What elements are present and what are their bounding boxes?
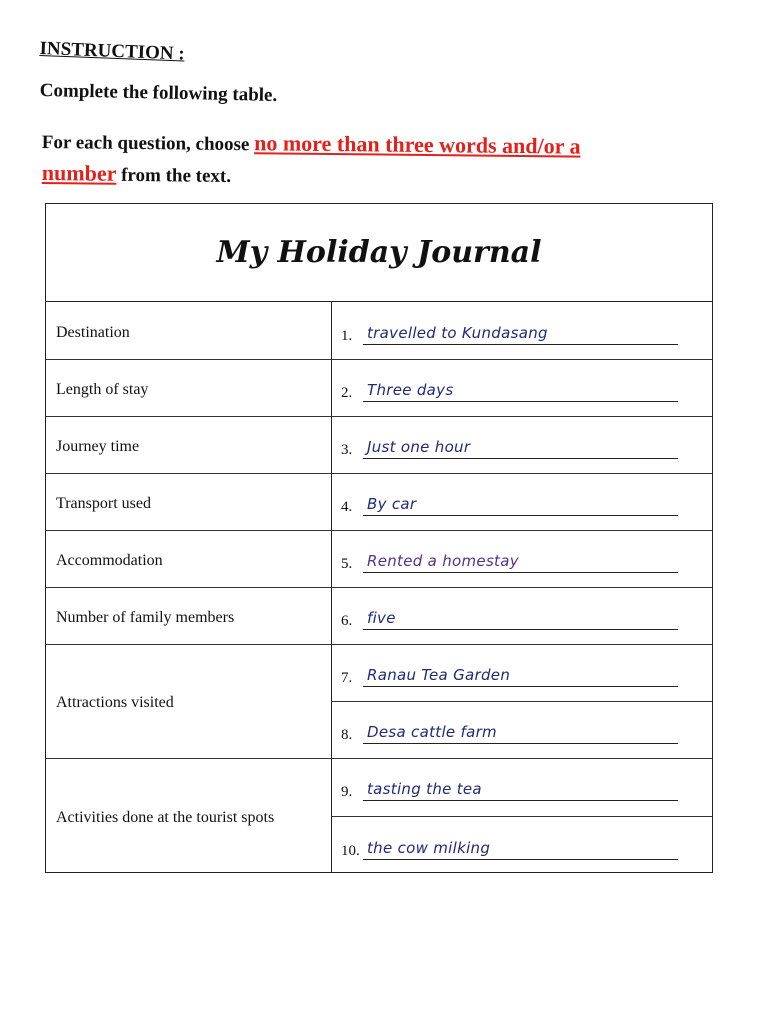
- answer-text: Rented a homestay: [367, 552, 519, 570]
- answer-blank[interactable]: [363, 839, 678, 860]
- answer-blank[interactable]: [363, 723, 678, 744]
- answer-text: Just one hour: [367, 438, 471, 456]
- instruction-line-2-prefix: For each question, choose: [41, 131, 250, 156]
- answer-field-3[interactable]: [341, 438, 678, 459]
- answer-text: By car: [367, 495, 417, 513]
- answer-number: 5.: [341, 556, 353, 572]
- answer-blank[interactable]: [363, 495, 678, 516]
- answer-number: 4.: [341, 499, 353, 515]
- row-divider: [46, 587, 712, 588]
- answer-number: 3.: [341, 442, 353, 458]
- answer-field-2[interactable]: [341, 381, 678, 402]
- row-divider: [46, 473, 712, 474]
- answer-field-5[interactable]: [341, 552, 678, 573]
- instruction-line-1: Complete the following table.: [39, 80, 278, 106]
- row-label-accommodation: Accommodation: [56, 552, 163, 569]
- row-label-length-of-stay: Length of stay: [56, 381, 149, 398]
- answer-text: the cow milking: [367, 839, 491, 857]
- row-divider: [331, 816, 712, 817]
- answer-blank[interactable]: [363, 780, 678, 801]
- answer-number: 9.: [341, 784, 353, 800]
- row-divider: [46, 530, 712, 531]
- answer-field-4[interactable]: [341, 495, 678, 516]
- row-divider: [331, 701, 712, 702]
- row-label-destination: Destination: [56, 324, 130, 341]
- answer-blank[interactable]: [363, 324, 678, 345]
- answer-field-9[interactable]: [341, 780, 678, 801]
- answer-field-1[interactable]: [341, 324, 678, 345]
- instruction-line-3: [42, 160, 231, 188]
- row-label-family-members: Number of family members: [56, 609, 235, 626]
- answer-text: Ranau Tea Garden: [367, 666, 511, 684]
- answer-blank[interactable]: [363, 552, 678, 573]
- instruction-title: INSTRUCTION :: [39, 38, 186, 65]
- row-label-activities: Activities done at the tourist spots: [56, 809, 275, 826]
- row-divider: [46, 644, 712, 645]
- answer-number: 8.: [341, 727, 353, 743]
- answer-text: five: [367, 609, 396, 627]
- answer-field-7[interactable]: [341, 666, 678, 687]
- answer-field-6[interactable]: [341, 609, 678, 630]
- answer-text: tasting the tea: [367, 780, 482, 798]
- row-label-transport: Transport used: [56, 495, 151, 512]
- answer-blank[interactable]: [363, 609, 678, 630]
- answer-number: 10.: [341, 843, 360, 859]
- answer-number: 1.: [341, 328, 353, 344]
- answer-text: Desa cattle farm: [367, 723, 497, 741]
- instruction-highlight: no more than three words and/or a: [254, 130, 581, 159]
- answer-blank[interactable]: [363, 438, 678, 459]
- row-label-journey-time: Journey time: [56, 438, 140, 455]
- row-label-attractions: Attractions visited: [56, 694, 174, 711]
- row-divider: [46, 758, 712, 759]
- answer-number: 6.: [341, 613, 353, 629]
- row-divider: [46, 359, 712, 360]
- answer-field-8[interactable]: [341, 723, 678, 744]
- answer-blank[interactable]: [363, 666, 678, 687]
- answer-number: 2.: [341, 385, 353, 401]
- answer-blank[interactable]: [363, 381, 678, 402]
- answer-field-10[interactable]: [341, 839, 678, 860]
- answer-text: travelled to Kundasang: [367, 324, 548, 342]
- journal-title: My Holiday Journal: [46, 204, 712, 302]
- row-divider: [46, 416, 712, 417]
- answer-number: 7.: [341, 670, 353, 686]
- instruction-highlight-number: number: [41, 160, 117, 186]
- instruction-line-2: [42, 128, 581, 160]
- answer-text: Three days: [367, 381, 454, 399]
- holiday-journal-table: [45, 203, 713, 873]
- instruction-line-3-suffix: from the text.: [121, 164, 232, 187]
